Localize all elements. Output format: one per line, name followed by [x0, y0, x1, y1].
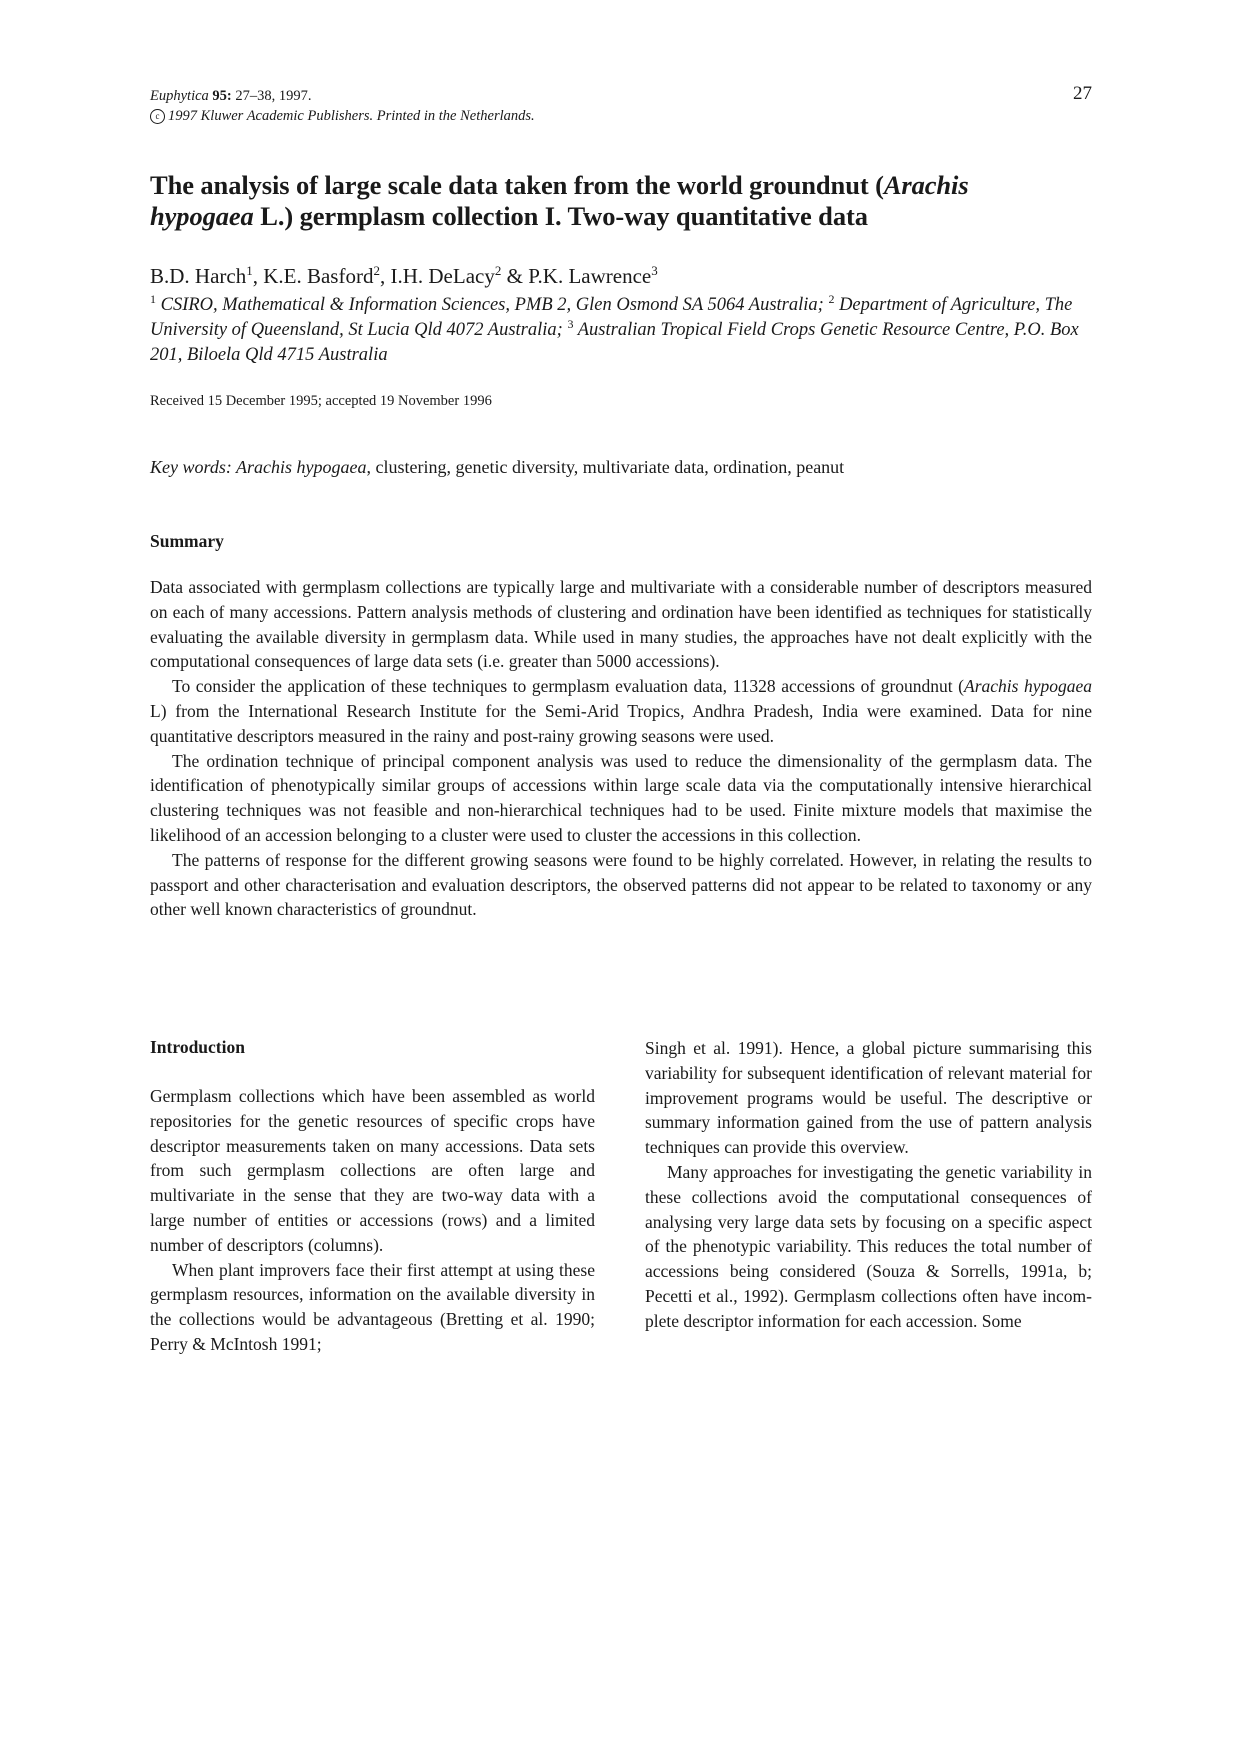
affiliation: Australian Tropical Field Crops Genetic Resource Centre, P.O. Box 201, Biloela Qld 4715 Australia	[150, 320, 1079, 365]
keywords-species: Arachis hypogaea	[236, 457, 367, 477]
title-species-genus: Arachis	[883, 170, 969, 200]
page-number: 27	[1073, 83, 1092, 104]
affiliation: CSIRO, Mathematical & Information Sciences, PMB 2, Glen Osmond SA 5064 Australia;	[160, 295, 829, 315]
journal-name: Euphytica	[150, 88, 209, 104]
summary-paragraph: Data associated with germplasm collections are typically large and multivariate with a considerable number of descriptors measured on each of many accessions. Pattern analysis methods of clustering and ordination have been identified as techniques for statistically evaluating the available diversity in germplasm data. While used in many studies, the approaches have not dealt explicitly with the computational consequences of large data sets (i.e. greater than 5000 accessions).	[150, 577, 1092, 672]
affil-mark: 1	[150, 292, 156, 306]
title-part-2: L.) germplasm collection I. Two-way quantitative data	[253, 201, 868, 231]
journal-pages: 27–38, 1997.	[235, 88, 312, 104]
summary-text: To consider the application of these techniques to germplasm evaluation data, 11328 accessions of groundnut (	[172, 676, 964, 697]
journal-volume: 95:	[212, 88, 232, 104]
intro-paragraph: Germplasm collections which have been assembled as world repositories for the genetic resources of specific crops have descriptor measurements taken on many accessions. Data sets from such germplasm collections are often large and multivariate in the sense that they are two-way data with a large number of entities or accessions (rows) and a limited number of descriptors (columns).	[150, 1086, 595, 1255]
author-separator: &	[501, 264, 529, 288]
author-affil-mark: 3	[651, 263, 658, 278]
received-dates: Received 15 December 1995; accepted 19 November 1996	[150, 393, 492, 409]
affil-mark: 2	[828, 292, 835, 306]
keywords	[150, 455, 1095, 479]
summary-paragraph: The ordination technique of principal component analysis was used to reduce the dimensionality of the germplasm data. The identification of phenotypically similar groups of accessions within large scale data via the computationally intensive hierarchical clustering techniques was not feasible and non-hierarchical techniques had to be used. Finite mixture models that maximise the likelihood of an accession belonging to a cluster were used to cluster the accessions in this collection.	[150, 750, 1092, 845]
keywords-list: , clustering, genetic diversity, multivariate data, ordination, peanut	[366, 457, 845, 477]
summary-text: L) from the International Research Institute for the Semi-Arid Tropics, Andhra Pradesh, India were examined. Data for nine quantitative descriptors measured in the rainy and post-rainy growing seasons were used.	[150, 700, 1092, 746]
citation-line	[150, 86, 535, 106]
copyright-icon: c	[150, 109, 165, 124]
summary-paragraph	[150, 674, 1092, 748]
summary-body	[150, 575, 1092, 922]
summary-paragraph: The patterns of response for the different growing seasons were found to be highly correlated. However, in relating the results to passport and other characterisation and evaluation descriptors, the observed patterns did not appear to be related to taxonomy or any other well known characteristics of groundnut.	[150, 849, 1092, 920]
article-title	[150, 170, 1090, 232]
summary-heading: Summary	[150, 531, 224, 551]
intro-paragraph-continued: Singh et al. 1991). Hence, a global picture summarising this variability for subsequent identification of relevant material for improvement programs would be useful. The descriptive or summary information gained from the use of pattern analysis techniques can provide this overview.	[645, 1038, 1092, 1158]
title-part-1: The analysis of large scale data taken from the world groundnut (	[150, 170, 884, 200]
copyright-line	[150, 106, 535, 126]
title-species-epithet: hypogaea	[150, 201, 254, 231]
intro-column-left	[150, 1036, 595, 1357]
author-name: B.D. Harch	[150, 264, 247, 288]
copyright-text: 1997 Kluwer Academic Publishers. Printed in the Netherlands.	[168, 108, 535, 124]
introduction-heading: Introduction	[150, 1037, 245, 1057]
author-affil-mark: 2	[494, 263, 502, 278]
author-separator: ,	[252, 264, 264, 288]
keywords-label: Key words:	[150, 457, 237, 477]
author-list	[150, 263, 658, 289]
author-name: P.K. Lawrence	[528, 264, 652, 288]
affiliations	[150, 293, 1095, 368]
author-affil-mark: 2	[373, 263, 380, 278]
author-name: K.E. Basford	[263, 264, 374, 288]
author-affil-mark: 1	[246, 263, 253, 278]
intro-column-right	[645, 1036, 1092, 1334]
intro-paragraph: When plant improvers face their first attempt at using these germplasm resources, information on the available diversity in the collections would be advantageous (Bretting et al. 1990; Perry & McIntosh 1991;	[150, 1259, 595, 1354]
affil-mark: 3	[567, 317, 574, 331]
affiliation: Department of Agriculture, The University of Queensland, St Lucia Qld 4072 Australia;	[150, 295, 1073, 340]
author-separator: ,	[379, 264, 391, 288]
author-name: I.H. DeLacy	[390, 264, 495, 288]
summary-species: Arachis hypogaea	[964, 676, 1093, 697]
intro-paragraph: Many approaches for investigating the genetic variability in these collections avoid the computational consequences of analysing very large data sets by focusing on a specific aspect of the phenotypic variability. This reduces the total number of accessions being considered (Souza & Sorrells, 1991a, b; Pecetti et al., 1992). Germplasm collections often have incomplete descriptor information for each accession. Some	[645, 1161, 1092, 1331]
running-header	[150, 86, 535, 126]
